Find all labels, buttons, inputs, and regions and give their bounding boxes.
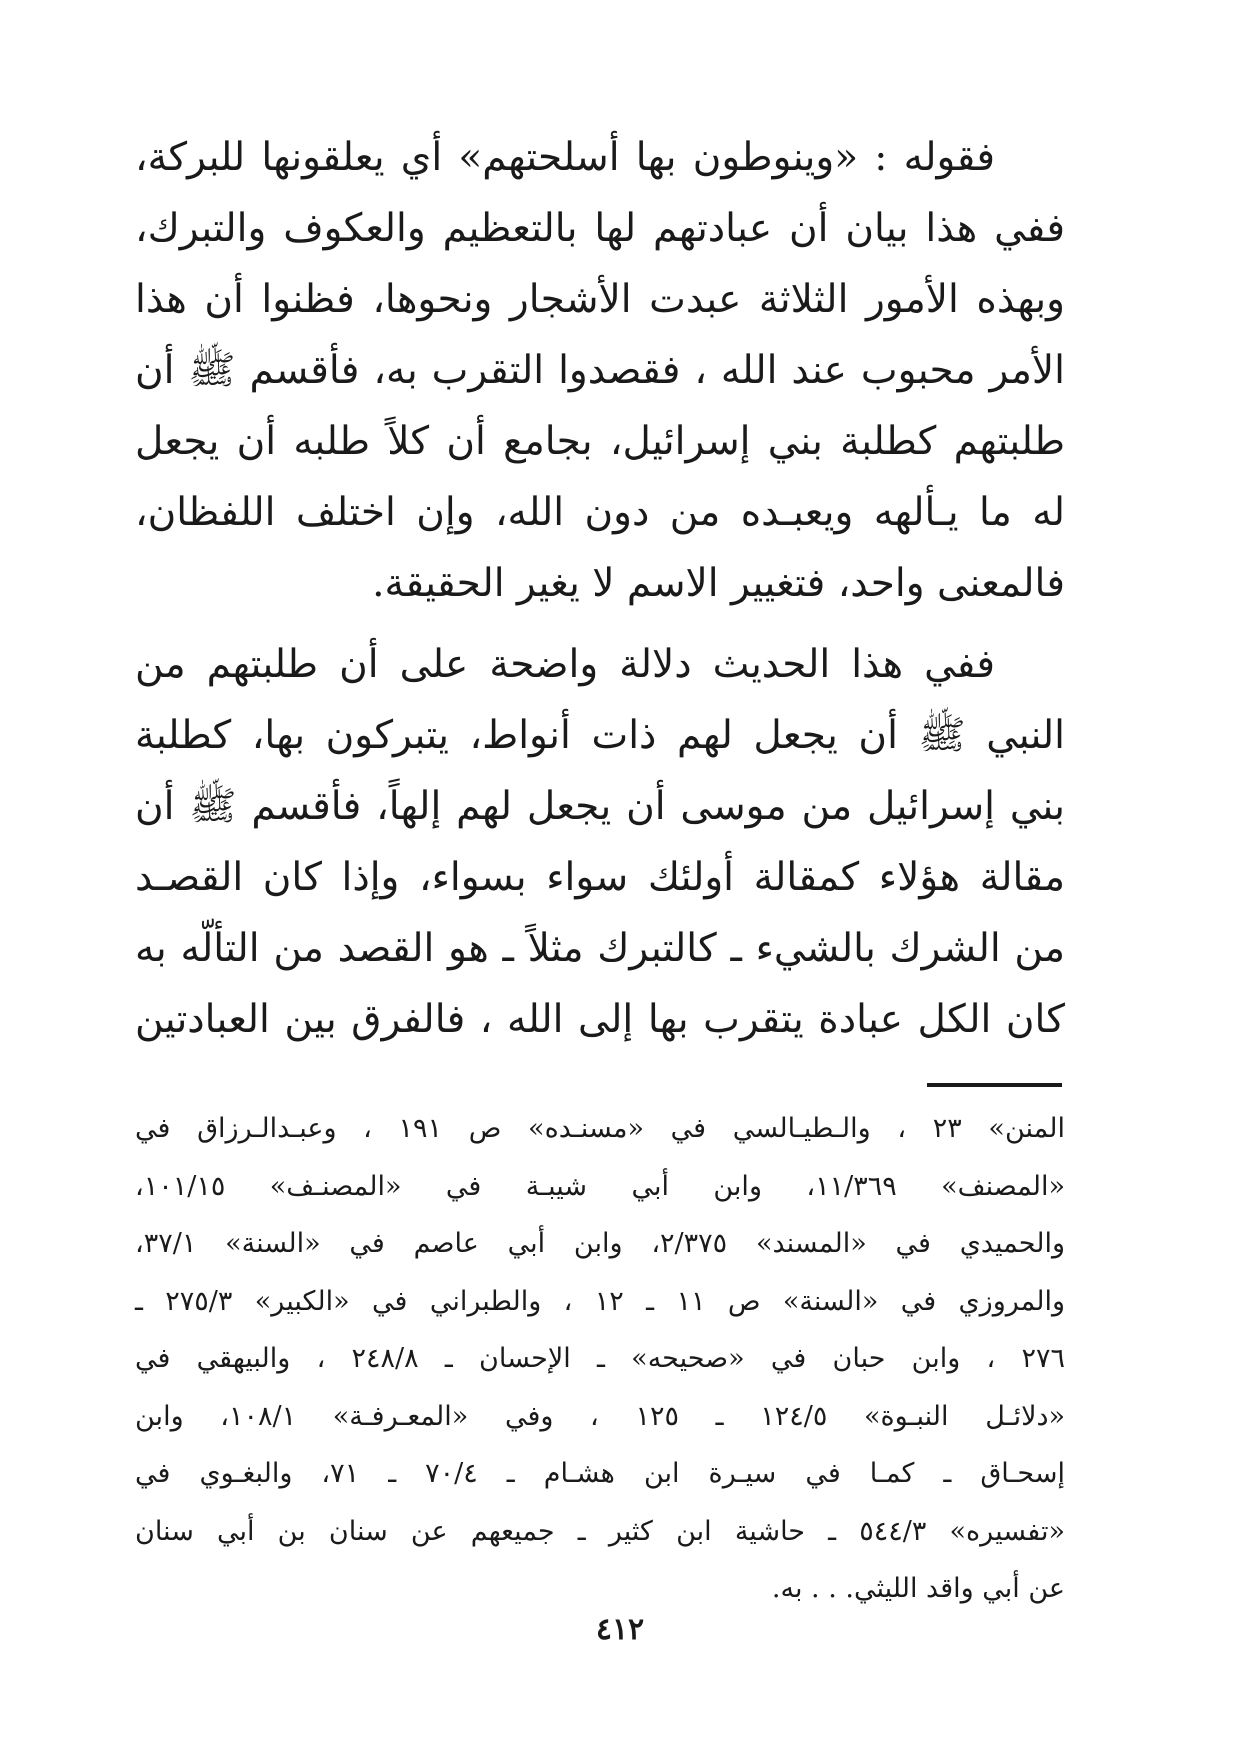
footnotes [135,1100,1065,1618]
footnote-divider [927,1083,1062,1087]
text-line: كان الكل عبادة يتقرب بها إلى الله ، فالفرق بين العبادتين [135,997,1065,1042]
text-line: فالمعنى واحد، فتغيير الاسم لا يغير الحقيقة. [372,561,1065,606]
page-number: ٤١٢ [595,1612,645,1647]
text-line: وبهذه الأمور الثلاثة عبدت الأشجار ونحوها، فظنوا أن هذا [135,277,1065,322]
text-line: الأمر محبوب عند الله ، فقصدوا التقرب به، فأقسم ﷺ أن [135,348,1065,393]
footnote-line: والمروزي في «السنة» ص ١١ ـ ١٢ ، والطبراني في «الكبير» ٢٧٥/٣ ـ [135,1285,1066,1317]
paragraph-gap [135,619,1065,629]
footnote-line: «دلائـل النبـوة» ١٢٤/٥ ـ ١٢٥ ، وفي «المعـرفـة» ١٠٨/١، وابن [135,1400,1066,1432]
main-text [135,122,1065,1055]
paragraph-1 [135,122,1065,619]
footnote-line: «المصنف» ١١/٣٦٩، وابن أبي شيبـة في «المصنـف» ١٠١/١٥، [135,1170,1065,1202]
text-line: من الشرك بالشيء ـ كالتبرك مثلاً ـ هو القصد من التألّه به [135,926,1065,971]
footnote-line: المنن» ٢٣ ، والـطيـالسي في «مسنـده» ص ١٩١ ، وعبـدالـرزاق في [135,1113,1065,1144]
footnote-line: «تفسيره» ٥٤٤/٣ ـ حاشية ابن كثير ـ جميعهم عن سنان بن أبي سنان [135,1515,1065,1547]
text-line: النبي ﷺ أن يجعل لهم ذات أنواط، يتبركون بها، كطلبة [135,713,1065,758]
text-line: ففي هذا الحديث دلالة واضحة على أن طلبتهم من [135,642,995,687]
text-line: فقوله : «وينوطون بها أسلحتهم» أي يعلقونها للبركة، [135,135,995,180]
footnote-line: إسحـاق ـ كمـا في سيـرة ابن هشـام ـ ٧٠/٤ ـ ٧١، والبغـوي في [135,1458,1065,1489]
text-line: بني إسرائيل من موسى أن يجعل لهم إلهاً، فأقسم ﷺ أن [135,784,1065,829]
text-line: مقالة هؤلاء كمقالة أولئك سواء بسواء، وإذا كان القصـد [135,855,1065,900]
text-line: له ما يـألهه ويعبـده من دون الله، وإن اختلف اللفظان، [135,490,1065,535]
footnote-line: ٢٧٦ ، وابن حبان في «صحيحه» ـ الإحسان ـ ٢٤٨/٨ ، والبيهقي في [135,1343,1065,1374]
text-line: ففي هذا بيان أن عبادتهم لها بالتعظيم والعكوف والتبرك، [135,206,1065,251]
paragraph-2 [135,629,1065,1055]
footnote-line: والحميدي في «المسند» ٢/٣٧٥، وابن أبي عاصم في «السنة» ٣٧/١، [135,1228,1065,1259]
footnote-line: عن أبي واقد الليثي. . . به. [771,1573,1065,1604]
text-line: طلبتهم كطلبة بني إسرائيل، بجامع أن كلاً طلبه أن يجعل [135,419,1065,464]
